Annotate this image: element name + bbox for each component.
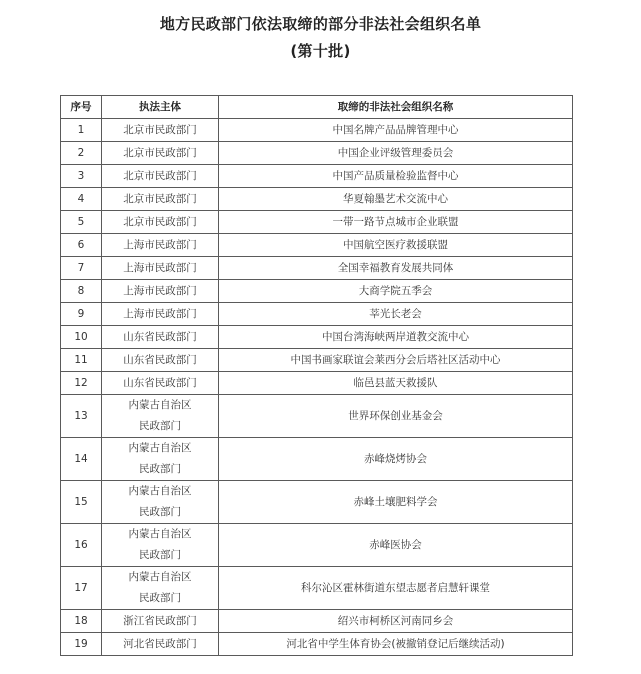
row-authority — [102, 211, 219, 234]
authority-line: 内蒙古自治区 — [128, 571, 192, 583]
row-index: 4 — [61, 188, 102, 211]
row-organization: 科尔沁区霍林街道东望志愿者启慧轩课堂 — [219, 567, 573, 610]
row-organization: 中国书画家联谊会莱西分会后塔社区活动中心 — [219, 349, 573, 372]
header-index: 序号 — [61, 96, 102, 119]
row-authority — [102, 280, 219, 303]
row-organization: 莘光长老会 — [219, 303, 573, 326]
authority-line: 河北省民政部门 — [123, 638, 197, 650]
table-row — [61, 280, 573, 303]
table-row — [61, 633, 573, 656]
table-row — [61, 165, 573, 188]
document-subtitle: (第十批) — [290, 42, 351, 60]
row-organization: 赤峰烧烤协会 — [219, 438, 573, 481]
table-row — [61, 142, 573, 165]
row-organization: 中国产品质量检验监督中心 — [219, 165, 573, 188]
row-authority — [102, 372, 219, 395]
authority-line: 内蒙古自治区 — [128, 485, 192, 497]
authority-line: 北京市民政部门 — [123, 170, 197, 182]
row-organization: 河北省中学生体育协会(被撤销登记后继续活动) — [219, 633, 573, 656]
row-authority — [102, 303, 219, 326]
row-authority — [102, 326, 219, 349]
table-row — [61, 211, 573, 234]
row-index: 13 — [61, 395, 102, 438]
row-index: 14 — [61, 438, 102, 481]
authority-line: 山东省民政部门 — [123, 354, 197, 366]
authority-line: 上海市民政部门 — [123, 262, 197, 274]
row-authority — [102, 610, 219, 633]
authority-line: 北京市民政部门 — [123, 193, 197, 205]
table-row — [61, 481, 573, 524]
row-organization: 中国企业评级管理委员会 — [219, 142, 573, 165]
row-organization: 世界环保创业基金会 — [219, 395, 573, 438]
row-index: 9 — [61, 303, 102, 326]
document-title: 地方民政部门依法取缔的部分非法社会组织名单 — [159, 15, 482, 33]
row-authority — [102, 349, 219, 372]
authority-line: 上海市民政部门 — [123, 285, 197, 297]
row-authority — [102, 257, 219, 280]
row-index: 3 — [61, 165, 102, 188]
table-row — [61, 524, 573, 567]
table-row — [61, 349, 573, 372]
table-row — [61, 567, 573, 610]
authority-line: 内蒙古自治区 — [128, 442, 192, 454]
table-header-row — [61, 96, 573, 119]
illegal-organizations-table — [60, 95, 573, 656]
table-row — [61, 234, 573, 257]
row-authority — [102, 188, 219, 211]
table-row — [61, 395, 573, 438]
row-authority — [102, 142, 219, 165]
authority-line: 上海市民政部门 — [123, 239, 197, 251]
row-organization: 大商学院五季会 — [219, 280, 573, 303]
row-index: 1 — [61, 119, 102, 142]
row-authority — [102, 633, 219, 656]
row-index: 12 — [61, 372, 102, 395]
row-organization: 赤峰土壤肥料学会 — [219, 481, 573, 524]
table-row — [61, 188, 573, 211]
row-organization: 华夏翰墨艺术交流中心 — [219, 188, 573, 211]
authority-line: 浙江省民政部门 — [123, 615, 197, 627]
authority-line: 内蒙古自治区 — [128, 399, 192, 411]
authority-line: 山东省民政部门 — [123, 377, 197, 389]
authority-line: 山东省民政部门 — [123, 331, 197, 343]
row-organization: 全国幸福教育发展共同体 — [219, 257, 573, 280]
row-organization: 中国名牌产品品牌管理中心 — [219, 119, 573, 142]
row-authority — [102, 481, 219, 524]
header-organization: 取缔的非法社会组织名称 — [219, 96, 573, 119]
authority-line: 民政部门 — [139, 506, 181, 518]
authority-line: 民政部门 — [139, 463, 181, 475]
table-row — [61, 610, 573, 633]
row-organization: 临邑县蓝天救援队 — [219, 372, 573, 395]
row-index: 18 — [61, 610, 102, 633]
authority-line: 民政部门 — [139, 420, 181, 432]
row-index: 10 — [61, 326, 102, 349]
row-index: 6 — [61, 234, 102, 257]
row-authority — [102, 567, 219, 610]
row-organization: 中国航空医疗救援联盟 — [219, 234, 573, 257]
authority-line: 民政部门 — [139, 592, 181, 604]
authority-line: 北京市民政部门 — [123, 147, 197, 159]
table-row — [61, 438, 573, 481]
table-row — [61, 119, 573, 142]
row-index: 19 — [61, 633, 102, 656]
header-authority: 执法主体 — [102, 96, 219, 119]
row-authority — [102, 524, 219, 567]
table-body — [61, 119, 573, 656]
row-organization: 中国台湾海峡两岸道教交流中心 — [219, 326, 573, 349]
authority-line: 北京市民政部门 — [123, 124, 197, 136]
row-organization: 绍兴市柯桥区河南同乡会 — [219, 610, 573, 633]
table-row — [61, 303, 573, 326]
row-index: 7 — [61, 257, 102, 280]
row-organization: 赤峰医协会 — [219, 524, 573, 567]
table-row — [61, 257, 573, 280]
row-index: 16 — [61, 524, 102, 567]
table-row — [61, 326, 573, 349]
row-authority — [102, 438, 219, 481]
row-authority — [102, 165, 219, 188]
table-row — [61, 372, 573, 395]
row-organization: 一带一路节点城市企业联盟 — [219, 211, 573, 234]
row-index: 2 — [61, 142, 102, 165]
row-index: 15 — [61, 481, 102, 524]
authority-line: 北京市民政部门 — [123, 216, 197, 228]
authority-line: 民政部门 — [139, 549, 181, 561]
authority-line: 上海市民政部门 — [123, 308, 197, 320]
authority-line: 内蒙古自治区 — [128, 528, 192, 540]
row-index: 5 — [61, 211, 102, 234]
row-index: 11 — [61, 349, 102, 372]
row-authority — [102, 234, 219, 257]
row-authority — [102, 119, 219, 142]
row-index: 17 — [61, 567, 102, 610]
row-authority — [102, 395, 219, 438]
row-index: 8 — [61, 280, 102, 303]
